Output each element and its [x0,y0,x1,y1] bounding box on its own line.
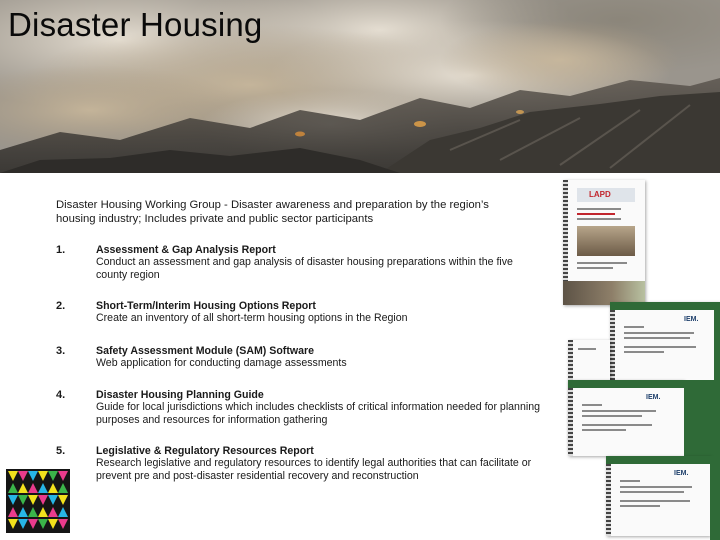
intro-text: Disaster Housing Working Group - Disaster awareness and preparation by the region’s housing industry; Includes private and public sector participants [56,199,489,225]
cover-green-edge [684,380,720,456]
item-number: 3. [56,345,66,357]
mosaic-logo [6,469,70,533]
mosaic-logo-graphic [6,469,70,533]
cover-green-edge [710,456,720,540]
item-description: Conduct an assessment and gap analysis of disaster housing preparations within the five county region [96,256,513,281]
iem-logo: IEM. [646,394,661,401]
item-description: Create an inventory of all short-term housing options in the Region [96,312,408,325]
report-cover-planning-guide [563,180,645,305]
item-heading: Safety Assessment Module (SAM) Software [96,345,315,357]
item-description: Web application for conducting damage assessments [96,357,347,370]
item-description: Guide for local jurisdictions which includes checklists of critical information needed for planning purposes and resources for information gathering [96,401,540,426]
item-heading: Disaster Housing Planning Guide [96,389,264,401]
item-heading: Assessment & Gap Analysis Report [96,244,276,256]
iem-logo: IEM. [674,470,689,477]
item-number: 5. [56,445,66,457]
item-heading: Short-Term/Interim Housing Options Report [96,300,316,312]
lapd-logo: LAPD [589,190,611,199]
item-number: 4. [56,389,66,401]
report-cover-gap-analysis [610,302,720,380]
item-number: 2. [56,300,66,312]
report-cover-legislative [568,380,684,456]
item-description: Research legislative and regulatory resources to identify legal authorities that can facilitate or prevent pre and post-disaster residential recovery and reconstruction [96,457,532,482]
item-heading: Legislative & Regulatory Resources Report [96,445,314,457]
iem-logo: IEM. [684,316,699,323]
cover-photo [577,226,635,256]
header-banner-photo [0,0,720,173]
page-title: Disaster Housing [8,6,263,43]
item-number: 1. [56,244,66,256]
report-cover-short-term-housing [606,456,710,536]
